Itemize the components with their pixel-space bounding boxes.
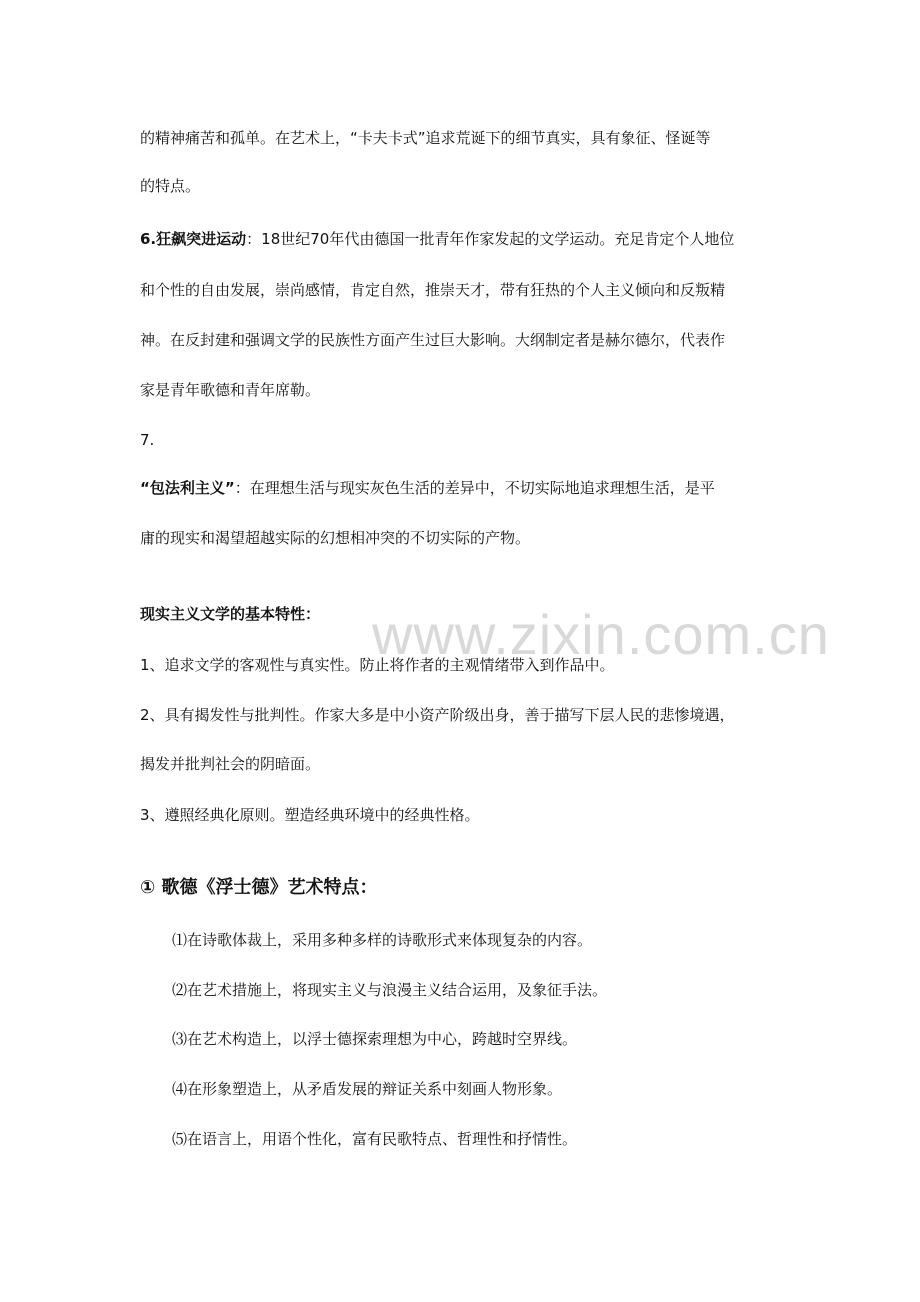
realism-point-2-line-1: 2、具有揭发性与批判性。作家大多是中小资产阶级出身，善于描写下层人民的悲惨境遇， bbox=[140, 706, 735, 724]
item6-definition-start: ：18世纪70年代由德国一批青年作家发起的文学运动。充足肯定个人地位 bbox=[246, 230, 735, 248]
item6-line-1 bbox=[140, 229, 734, 249]
faust-point-4: ⑷在形象塑造上，从矛盾发展的辩证关系中刻画人物形象。 bbox=[172, 1080, 563, 1098]
item6-line-4: 家是青年歌德和青年席勒。 bbox=[140, 381, 321, 399]
item7-number: 7. bbox=[140, 431, 155, 449]
faust-point-3: ⑶在艺术构造上，以浮士德探索理想为中心，跨越时空界线。 bbox=[172, 1030, 578, 1048]
realism-heading: 现实主义文学的基本特性： bbox=[140, 605, 321, 623]
watermark: www.zixin.com.cn bbox=[372, 603, 830, 666]
item7-line-1 bbox=[140, 478, 715, 498]
faust-point-2: ⑵在艺术措施上，将现实主义与浪漫主义结合运用，及象征手法。 bbox=[172, 981, 608, 999]
intro-line-2: 的特点。 bbox=[140, 177, 201, 195]
faust-heading: ① 歌德《浮士德》艺术特点： bbox=[140, 877, 378, 898]
realism-point-3: 3、遵照经典化原则。塑造经典环境中的经典性格。 bbox=[140, 806, 480, 824]
realism-point-2-line-2: 揭发并批判社会的阴暗面。 bbox=[140, 755, 321, 773]
item7-definition-start: ：在理想生活与现实灰色生活的差异中，不切实际地追求理想生活，是平 bbox=[234, 479, 715, 497]
item6-term: 狂飙突进运动 bbox=[156, 230, 247, 248]
intro-line-1: 的精神痛苦和孤单。在艺术上，“卡夫卡式”追求荒诞下的细节真实，具有象征、怪诞等 bbox=[140, 129, 711, 147]
faust-point-1: ⑴在诗歌体裁上，采用多种多样的诗歌形式来体现复杂的内容。 bbox=[172, 931, 593, 949]
item7-term: “包法利主义” bbox=[140, 479, 235, 497]
item6-line-2: 和个性的自由发展，崇尚感情，肯定自然，推崇天才，带有狂热的个人主义倾向和反叛精 bbox=[140, 281, 726, 299]
item6-line-3: 神。在反封建和强调文学的民族性方面产生过巨大影响。大纲制定者是赫尔德尔，代表作 bbox=[140, 331, 726, 349]
item7-line-2: 庸的现实和渴望超越实际的幻想相冲突的不切实际的产物。 bbox=[140, 529, 531, 547]
faust-point-5: ⑸在语言上，用语个性化，富有民歌特点、哲理性和抒情性。 bbox=[172, 1130, 578, 1148]
realism-point-1: 1、追求文学的客观性与真实性。防止将作者的主观情绪带入到作品中。 bbox=[140, 656, 615, 674]
item6-number: 6. bbox=[140, 230, 157, 248]
